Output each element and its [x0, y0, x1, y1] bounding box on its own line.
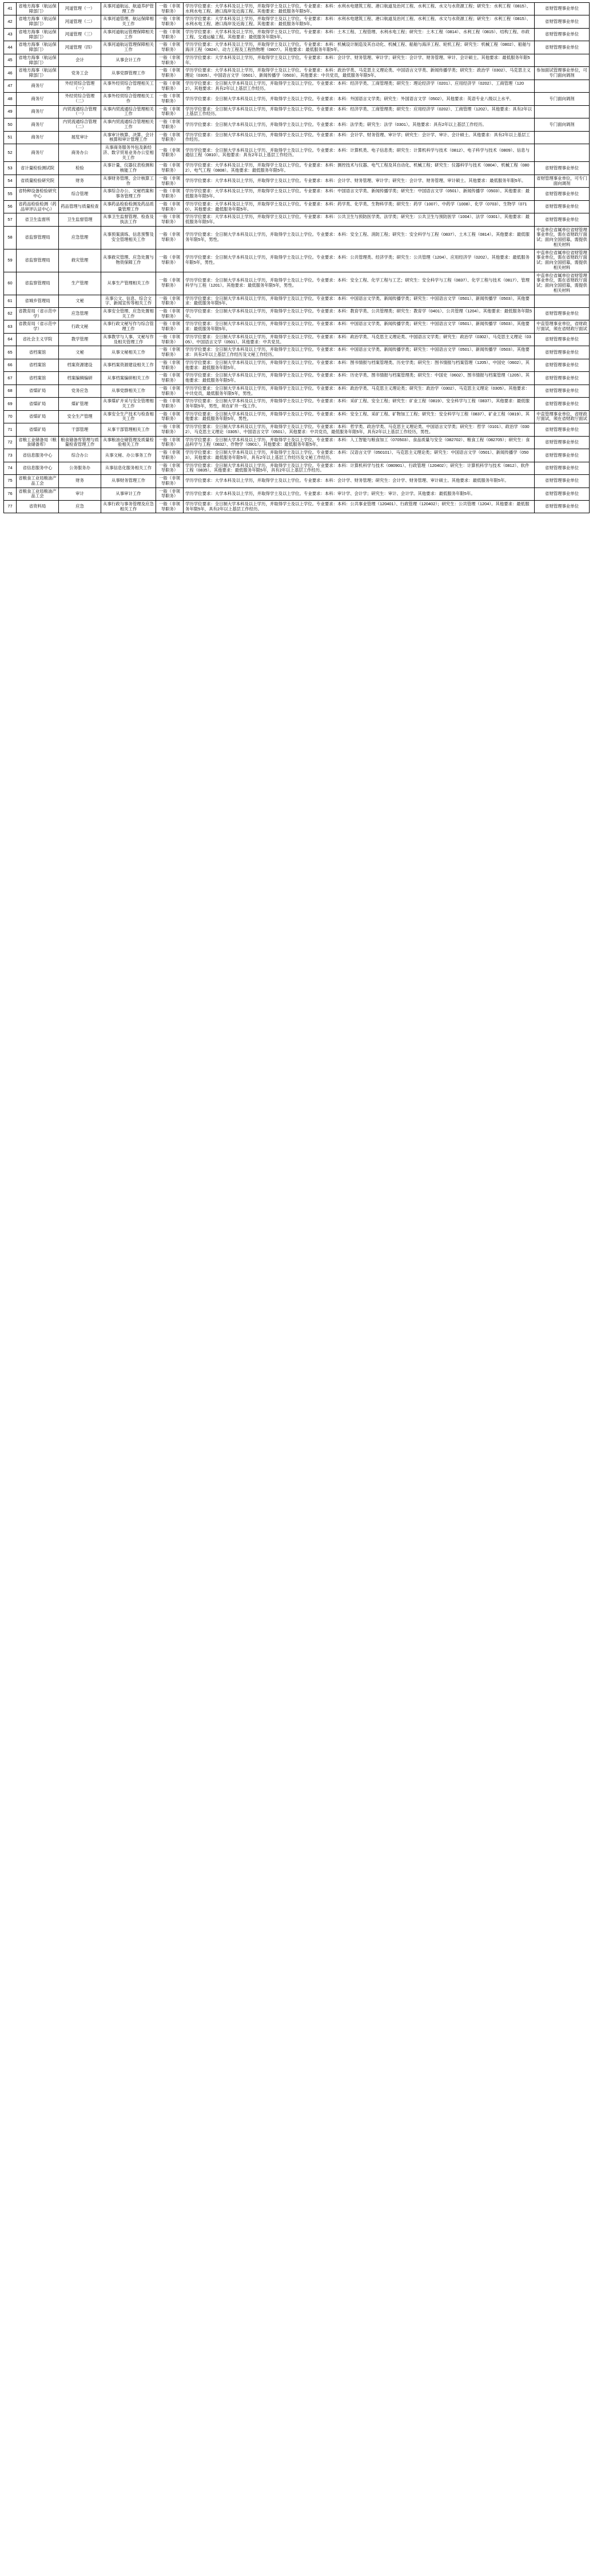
recruiting-org: 省档案馆	[17, 359, 59, 371]
row-number: 57	[4, 213, 17, 226]
position-type: 一般（非领导职务）	[156, 346, 184, 359]
qualification-requirements: 学历学位要求：大学本科及以上学历，并取得学士及以上学位。专业要求：本科：会计学、财务管理；研究生：会计学、财务管理、审计硕士。其他要求：最低服务年限5年。	[184, 475, 535, 488]
position-type: 一般（非领导职务）	[156, 118, 184, 131]
table-row	[4, 54, 590, 66]
recruiting-org: 省地方海事（航运保障部门）	[17, 3, 59, 15]
remarks: 省财管理事业单位	[535, 462, 590, 474]
position-name: 公务服务办	[59, 462, 101, 474]
position-type: 一般（非领导职务）	[156, 226, 184, 249]
recruiting-org: 省城乡管理局	[17, 295, 59, 307]
qualification-requirements: 学历学位要求：大学本科及以上学历，并取得学士及以上学位。专业要求：本科：土木工程、工程管理、水利水电工程；研究生：土木工程（0814）、水利工程（0815）、结构工程、市政工程、交通运输工程。其他要求：最低服务年限5年。	[184, 28, 535, 41]
table-row	[4, 226, 590, 249]
remarks	[535, 144, 590, 162]
position-type: 一般（非领导职务）	[156, 105, 184, 118]
row-number: 52	[4, 144, 17, 162]
recruiting-org: 商务厅	[17, 131, 59, 144]
table-row	[4, 320, 590, 333]
position-duty: 从事审计核算、决算、会计核算和审计管理工作	[101, 131, 156, 144]
table-row	[4, 175, 590, 187]
position-duty: 从事外经贸综合管理相关工作	[101, 80, 156, 92]
table-row	[4, 501, 590, 513]
position-duty: 从事财务管理工作	[101, 475, 156, 488]
position-duty: 从事河道航运管理保障相关工作	[101, 28, 156, 41]
position-type: 一般（非领导职务）	[156, 410, 184, 423]
position-name: 河道管理（一）	[59, 3, 101, 15]
position-name: 外经贸综合管理（一）	[59, 80, 101, 92]
row-number: 53	[4, 162, 17, 175]
recruiting-org: 省教育局（省示范中学）	[17, 307, 59, 320]
table-row	[4, 93, 590, 105]
table-row	[4, 410, 590, 423]
qualification-requirements: 学历学位要求：全日制大学本科及以上学历，并取得学士及以上学位。专业要求：本科：教育学类、公共管理类；研究生：教育学（0401）、公共管理（1204）。其他要求：最低服务年限5年。	[184, 307, 535, 320]
row-number: 61	[4, 295, 17, 307]
row-number: 45	[4, 54, 17, 66]
qualification-requirements: 学历学位要求：全日制大学本科及以上学历，并取得学士及以上学位。专业要求：本科：计算机类、电子信息类；研究生：计算机科学与技术（0812）、电子科学与技术（0809）、信息与通信工程（0810）。其他要求：具有2年以上基层工作经历。	[184, 144, 535, 162]
remarks	[535, 105, 590, 118]
qualification-requirements: 学历学位要求：全日制大学本科及以上学历，并取得学士及以上学位。专业要求：本科：中国语言文学类、新闻传播学类；研究生：中国语言文学（0501）、新闻传播学（0503）。其他要求：最低服务年限5年。	[184, 320, 535, 333]
remarks: 省财管理事业单位	[535, 188, 590, 200]
recruiting-org: 省药品检验检测（药品审评认证中心）	[17, 200, 59, 213]
position-duty: 从事档案编研相关工作	[101, 372, 156, 385]
qualification-requirements: 学历学位要求：大学本科及以上学历，并取得学士及以上学位。专业要求：本科：机械设计制造及其自动化、机械工程、船舶与海洋工程、轮机工程；研究生：机械工程（0802）、船舶与海洋工程（0824）、动力工程及工程热物理（0807）。其他要求：最低服务年限5年。	[184, 41, 535, 54]
qualification-requirements: 学历学位要求：全日制大学本科及以上学历，并取得学士及以上学位。专业要求：本科：采矿工程、安全工程；研究生：矿业工程（0819）、安全科学与工程（0837）。其他要求：最低服务年限5年，男性，须在矿井一线工作。	[184, 398, 535, 410]
position-name: 救灾管理	[59, 249, 101, 272]
remarks: 省财管理事业单位	[535, 41, 590, 54]
position-type: 一般（非领导职务）	[156, 385, 184, 397]
recruiting-org: 省档案馆	[17, 346, 59, 359]
table-row	[4, 3, 590, 15]
position-type: 一般（非领导职务）	[156, 131, 184, 144]
position-duty: 从事审计工作	[101, 488, 156, 500]
row-number: 77	[4, 501, 17, 513]
qualification-requirements: 学历学位要求：全日制大学本科及以上学历，并取得学士及以上学位。专业要求：本科：会计学、财务管理、审计学；研究生：会计学、审计、会计硕士。其他要求：具有2年以上基层工作经历。	[184, 131, 535, 144]
position-type: 一般（非领导职务）	[156, 501, 184, 513]
table-row	[4, 213, 590, 226]
position-name: 安全生产管理	[59, 410, 101, 423]
qualification-requirements: 学历学位要求：全日制大学本科及以上学历，并取得学士及以上学位。专业要求：本科：历史学类、图书情报与档案管理类；研究生：中国史（0602）、图书情报与档案管理（1205）。其他要求：最低服务年限5年。	[184, 372, 535, 385]
table-row	[4, 346, 590, 359]
position-name: 文秘	[59, 295, 101, 307]
position-type: 一般（非领导职务）	[156, 67, 184, 80]
remarks: 省财管理事业单位	[535, 398, 590, 410]
qualification-requirements: 学历学位要求：全日制大学本科及以上学历，并取得学士及以上学位。专业要求：本科：中国语言文学类、新闻传播学类；研究生：中国语言文学（0501）、新闻传播学（0503）。其他要求：最低服务年限5年。	[184, 295, 535, 307]
remarks: 省财管理事业单位	[535, 15, 590, 28]
qualification-requirements: 学历学位要求：全日制大学本科及以上学历，并取得学士及以上学位。专业要求：本科：哲学类、政治学类、马克思主义理论类、中国语言文学类；研究生：哲学（0101）、政治学（0302）、马克思主义理论（0305）、中国语言文学（0501）。其他要求：中共党员，最低服务年限5年，具有2年以上基层工作经历，男性。	[184, 423, 535, 436]
position-name: 生产管理	[59, 272, 101, 295]
position-duty: 从事文秘、办公事务工作	[101, 449, 156, 462]
qualification-requirements: 学历学位要求：全日制大学本科及以上学历，并取得学士及以上学位。专业要求：本科：经济学类、工商管理类；研究生：理论经济学（0201）、应用经济学（0202）、工商管理（1202）。其他要求：具有2年以上基层工作经历。	[184, 80, 535, 92]
table-row	[4, 144, 590, 162]
row-number: 69	[4, 398, 17, 410]
position-name: 档案资源建设	[59, 359, 101, 371]
recruiting-org: 省资料局	[17, 501, 59, 513]
table-row	[4, 436, 590, 449]
recruiting-org: 省教育局（省示范中学）	[17, 320, 59, 333]
position-duty: 从事会计工作	[101, 54, 156, 66]
position-name: 外经贸综合管理（二）	[59, 93, 101, 105]
qualification-requirements: 学历学位要求：大学本科及以上学历，并取得学士及以上学位。专业要求：本科：水利水电建筑工程、港口航道及治河工程、水利工程、水文与水资源工程；研究生：水利工程（0815）、水利水电工程、港口海岸及近海工程。其他要求：最低服务年限5年。	[184, 3, 535, 15]
position-duty: 从事文秘相关工作	[101, 346, 156, 359]
position-type: 一般（非领导职务）	[156, 423, 184, 436]
position-duty: 从事信息化服务相关工作	[101, 462, 156, 474]
position-type: 一般（非领导职务）	[156, 398, 184, 410]
recruiting-org: 省卫生监督所	[17, 213, 59, 226]
position-type: 一般（非领导职务）	[156, 28, 184, 41]
position-name: 卫生监督管理	[59, 213, 101, 226]
position-name: 综合办公	[59, 449, 101, 462]
position-duty: 从事卫生监督管理、检查及执法工作	[101, 213, 156, 226]
position-duty: 从事教学与人事、文秘写作及相关管理工作	[101, 333, 156, 346]
position-name: 药品管理与质量检查	[59, 200, 101, 213]
qualification-requirements: 学历学位要求：全日制大学本科及以上学历，并取得学士及以上学位。专业要求：本科：公共事业管理（120401）、行政管理（120402）；研究生：公共管理（1204）。其他要求：最低服务年限5年，具有2年以上基层工作经历。	[184, 501, 535, 513]
recruiting-org: 省煤矿局	[17, 398, 59, 410]
position-type: 一般（非领导职务）	[156, 295, 184, 307]
qualification-requirements: 学历学位要求：大学本科及以上学历，并取得学士及以上学位。专业要求：本科：审计学、会计学；研究生：审计、会计学。其他要求：最低服务年限5年。	[184, 488, 535, 500]
remarks: 省财管理事业单位	[535, 333, 590, 346]
remarks: 省财管理事业单位	[535, 346, 590, 359]
position-type: 一般（非领导职务）	[156, 15, 184, 28]
table-row	[4, 307, 590, 320]
remarks: 省财管理事业单位	[535, 449, 590, 462]
position-type: 一般（非领导职务）	[156, 144, 184, 162]
recruiting-org: 省煤矿局	[17, 423, 59, 436]
qualification-requirements: 学历学位要求：全日制大学本科及以上学历，并取得学士及以上学位。专业要求：本科：安全工程、采矿工程、矿物加工工程；研究生：安全科学与工程（0837）、矿业工程（0819）。其他要求：最低服务年限5年，男性。	[184, 410, 535, 423]
recruiting-org: 省地方海事（航运保障部门）	[17, 15, 59, 28]
position-duty: 从事综合办公、文秘档案和事务管理工作	[101, 188, 156, 200]
qualification-requirements: 学历学位要求：大学本科及以上学历，并取得学士及以上学位。专业要求：本科：会计学、财务管理、审计学；研究生：会计学、财务管理、审计、会计硕士。其他要求：最低服务年限5年。	[184, 54, 535, 66]
remarks: 省财管理事业单位	[535, 423, 590, 436]
position-name: 粮食储备库管理与质量检查管理工作	[59, 436, 101, 449]
table-row	[4, 385, 590, 397]
position-type: 一般（非领导职务）	[156, 200, 184, 213]
row-number: 55	[4, 188, 17, 200]
position-duty: 从事救灾管理、应急处置与物资保障工作	[101, 249, 156, 272]
row-number: 70	[4, 410, 17, 423]
table-body	[4, 3, 590, 513]
table-row	[4, 131, 590, 144]
position-duty: 从事煤矿开采与安全管理相关工作	[101, 398, 156, 410]
row-number: 60	[4, 272, 17, 295]
qualification-requirements: 学历学位要求：大学本科及以上学历，并取得学士及以上学位。专业要求：本科：药学类、化学类、生物科学类；研究生：药学（1007）、中药学（1008）、化学（0703）、生物学（0710）。其他要求：最低服务年限5年。	[184, 200, 535, 213]
row-number: 46	[4, 67, 17, 80]
position-name: 应急管理	[59, 226, 101, 249]
qualification-requirements: 学历学位要求：全日制大学本科及以上学历，并取得学士及以上学位。专业要求：本科：图书情报与档案管理类、历史学类；研究生：图书情报与档案管理（1205）、中国史（0602）。其他要求：最低服务年限5年。	[184, 359, 535, 371]
row-number: 51	[4, 131, 17, 144]
recruiting-org: 省监察管理局	[17, 226, 59, 249]
table-row	[4, 295, 590, 307]
position-name: 审计	[59, 488, 101, 500]
table-row	[4, 462, 590, 474]
position-type: 一般（非领导职务）	[156, 307, 184, 320]
remarks: 省财管理事业单位	[535, 385, 590, 397]
position-duty: 从事预案演练、信息预警及安全管理相关工作	[101, 226, 156, 249]
remarks: 中直管理事业单位，省财政厅面试，须在省财政厅面试	[535, 320, 590, 333]
table-row	[4, 398, 590, 410]
position-type: 一般（非领导职务）	[156, 41, 184, 54]
remarks: 省财管理事业单位	[535, 200, 590, 213]
recruiting-org: 商务厅	[17, 105, 59, 118]
row-number: 62	[4, 307, 17, 320]
position-type: 一般（非领导职务）	[156, 372, 184, 385]
position-duty: 从事档案资源建设相关工作	[101, 359, 156, 371]
position-duty: 从事河道航运、航道养护管理工作	[101, 3, 156, 15]
recruiting-org: 商务厅	[17, 118, 59, 131]
remarks: 省财管理事业单位，可专门面向调剂	[535, 175, 590, 187]
row-number: 71	[4, 423, 17, 436]
position-type: 一般（非领导职务）	[156, 488, 184, 500]
qualification-requirements: 学历学位要求：全日制大学本科及以上学历，并取得学士及以上学位。专业要求：本科：人工智能与粮食加工（070503）、食品质量与安全（082702）、粮食工程（082705）；研究生：食品科学与工程（0832）、作物学（0901）。其他要求：最低服务年限5年。	[184, 436, 535, 449]
row-number: 50	[4, 118, 17, 131]
remarks	[535, 54, 590, 66]
qualification-requirements: 学历学位要求：全日制大学本科及以上学历，并取得学士及以上学位。专业要求：本科：汉语言文学（050101）、马克思主义理论类；研究生：中国语言文学（0501）、新闻传播学（0503）。其他要求：最低服务年限5年，具有2年以上基层工作经历及文秘工作经历。	[184, 449, 535, 462]
position-name: 党务工会	[59, 67, 101, 80]
recruiting-org: 商务厅	[17, 80, 59, 92]
position-name: 财务	[59, 175, 101, 187]
recruiting-org: 省粮食工业局粮油产品工会	[17, 475, 59, 488]
position-duty: 从事党群相关工作	[101, 385, 156, 397]
row-number: 76	[4, 488, 17, 500]
position-duty: 从事干部管理相关工作	[101, 423, 156, 436]
qualification-requirements: 学历学位要求：全日制大学本科及以上学历，并取得学士及以上学位。专业要求：本科：经济学类、工商管理类；研究生：应用经济学（0202）、工商管理（1202）。其他要求：具有2年以上基层工作经历。	[184, 105, 535, 118]
recruiting-org: 省地方海事（航运保障部门）	[17, 28, 59, 41]
qualification-requirements: 学历学位要求：全日制大学本科及以上学历，并取得学士及以上学位。专业要求：本科：政治学类、马克思主义理论类、中国语言文学类；研究生：政治学（0302）、马克思主义理论（0305）、中国语言文学（0501）。其他要求：中共党员。	[184, 333, 535, 346]
position-name: 河道管理（四）	[59, 41, 101, 54]
remarks: 省财管理事业单位	[535, 488, 590, 500]
position-name: 检验	[59, 162, 101, 175]
row-number: 63	[4, 320, 17, 333]
position-name: 党务应急	[59, 385, 101, 397]
row-number: 42	[4, 15, 17, 28]
position-type: 一般（非领导职务）	[156, 475, 184, 488]
recruiting-org: 省特种设备检验研究中心	[17, 188, 59, 200]
row-number: 75	[4, 475, 17, 488]
qualification-requirements: 学历学位要求：大学本科及以上学历，并取得学士及以上学位。专业要求：本科：测控技术与仪器、电气工程及其自动化、机械工程；研究生：仪器科学与技术（0804）、机械工程（0802）、电气工程（0808）。其他要求：最低服务年限5年。	[184, 162, 535, 175]
qualification-requirements: 学历学位要求：全日制大学本科及以上学历，并取得学士及以上学位。专业要求：本科：安全工程、化学工程与工艺；研究生：安全科学与工程（0837）、化学工程与技术（0817）、管理科学与工程（1201）。其他要求：最低服务年限5年，男性。	[184, 272, 535, 295]
table-row	[4, 200, 590, 213]
qualification-requirements: 学历学位要求：全日制大学本科及以上学历，并取得学士及以上学位。专业要求：本科：公共管理类、经济学类；研究生：公共管理（1204）、应用经济学（0202）。其他要求：最低服务年限5年，男性。	[184, 249, 535, 272]
remarks: 省财管理事业单位	[535, 501, 590, 513]
remarks: 省财管理事业单位	[535, 359, 590, 371]
recruitment-table	[3, 2, 590, 513]
position-type: 一般（非领导职务）	[156, 449, 184, 462]
position-duty: 从事行政文秘写作与综合管理工作	[101, 320, 156, 333]
row-number: 44	[4, 41, 17, 54]
remarks: 专门面向调剂	[535, 93, 590, 105]
table-row	[4, 15, 590, 28]
qualification-requirements: 学历学位要求：全日制大学本科及以上学历，并取得学士及以上学位。专业要求：本科：计算机科学与技术（080901）、行政管理（120402）；研究生：计算机科学与技术（0812）、软件工程（0835）。其他要求：最低服务年限5年，具有2年以上基层工作经历。	[184, 462, 535, 474]
remarks: 中直单位省属单位省财管理事业单位，需在省财政厅面试；面向全国招募，需提供相关材料	[535, 272, 590, 295]
row-number: 74	[4, 462, 17, 474]
position-name: 文秘	[59, 346, 101, 359]
position-duty: 从事外经贸综合管理相关工作	[101, 93, 156, 105]
row-number: 48	[4, 93, 17, 105]
recruiting-org: 省信息服务中心	[17, 462, 59, 474]
remarks: 省财管理事业单位	[535, 213, 590, 226]
remarks: 参加面试管理事业单位，可专门面向调剂	[535, 67, 590, 80]
table-row	[4, 28, 590, 41]
position-name: 河道管理（二）	[59, 15, 101, 28]
remarks: 专门面向调剂	[535, 118, 590, 131]
recruiting-org: 省粮工业储备局（粮食储备库）	[17, 436, 59, 449]
recruiting-org: 省地方海事（航运保障部门）	[17, 67, 59, 80]
position-type: 一般（非领导职务）	[156, 249, 184, 272]
recruiting-org: 省煤矿局	[17, 385, 59, 397]
position-type: 一般（非领导职务）	[156, 320, 184, 333]
table-row	[4, 188, 590, 200]
position-name: 干部管理	[59, 423, 101, 436]
qualification-requirements: 学历学位要求：大学本科及以上学历，并取得学士及以上学位。专业要求：本科：公共卫生与预防医学类、法学类；研究生：公共卫生与预防医学（1004）、法学（0301）。其他要求：最低服务年限5年。	[184, 213, 535, 226]
table-row	[4, 359, 590, 371]
position-type: 一般（非领导职务）	[156, 436, 184, 449]
row-number: 54	[4, 175, 17, 187]
qualification-requirements: 学历学位要求：大学本科及以上学历，并取得学士及以上学位。专业要求：本科：水利水电建筑工程、港口航道及治河工程、水利工程、水文与水资源工程；研究生：水利工程（0815）、水利水电工程、港口海岸及近海工程。其他要求：最低服务年限5年。	[184, 15, 535, 28]
remarks: 省财管理事业单位	[535, 307, 590, 320]
recruiting-org: 省计量检验测试院	[17, 162, 59, 175]
qualification-requirements: 学历学位要求：全日制大学本科及以上学历，并取得学士及以上学位。专业要求：本科：政治学类、马克思主义理论类；研究生：政治学（0302）、马克思主义理论（0305）。其他要求：中共党员，最低服务年限5年，男性。	[184, 385, 535, 397]
position-duty: 从事公文、信息、综合文字、新闻宣传等相关工作	[101, 295, 156, 307]
qualification-requirements: 学历学位要求：全日制大学本科及以上学历，并取得学士及以上学位。专业要求：本科：中国语言文学类、新闻传播学类；研究生：中国语言文学（0501）、新闻传播学（0503）。其他要求：具有2年以上基层工作经历及文秘工作经历。	[184, 346, 535, 359]
table-row	[4, 118, 590, 131]
recruiting-org: 省地方海事（航运保障部门）	[17, 41, 59, 54]
row-number: 56	[4, 200, 17, 213]
table-row	[4, 80, 590, 92]
position-name: 行政文秘	[59, 320, 101, 333]
position-name: 河道管理（三）	[59, 28, 101, 41]
position-type: 一般（非领导职务）	[156, 272, 184, 295]
position-type: 一般（非领导职务）	[156, 93, 184, 105]
remarks: 省财管理事业单位	[535, 372, 590, 385]
table-row	[4, 105, 590, 118]
row-number: 65	[4, 346, 17, 359]
position-name: 应急管理	[59, 307, 101, 320]
table-row	[4, 162, 590, 175]
position-name: 财务	[59, 475, 101, 488]
row-number: 41	[4, 3, 17, 15]
recruiting-org: 省煤矿局	[17, 410, 59, 423]
recruiting-org: 省粮食工业局粮油产品工会	[17, 488, 59, 500]
position-duty: 从事党群管理工作	[101, 67, 156, 80]
remarks	[535, 131, 590, 144]
recruiting-org: 省质量检验研究院	[17, 175, 59, 187]
qualification-requirements: 学历学位要求：全日制大学本科及以上学历，并取得学士及以上学位。专业要求：本科：外国语言文学类；研究生：外国语言文学（0502）。其他要求：英语专业八级以上水平。	[184, 93, 535, 105]
recruiting-org: 省社会主义学院	[17, 333, 59, 346]
position-name: 商务办公	[59, 144, 101, 162]
position-type: 一般（非领导职务）	[156, 462, 184, 474]
position-type: 一般（非领导职务）	[156, 162, 184, 175]
recruiting-org: 商务厅	[17, 144, 59, 162]
remarks: 中直单位省属单位省财管理事业单位，需在省财政厅面试；面向全国招募，需提供相关材料	[535, 226, 590, 249]
position-type: 一般（非领导职务）	[156, 54, 184, 66]
recruiting-org: 省档案馆	[17, 372, 59, 385]
position-duty: 从事行政与事务管理及应急相关工作	[101, 501, 156, 513]
position-type: 一般（非领导职务）	[156, 175, 184, 187]
table-row	[4, 272, 590, 295]
remarks: 省财管理事业单位	[535, 475, 590, 488]
row-number: 64	[4, 333, 17, 346]
remarks	[535, 295, 590, 307]
qualification-requirements: 学历学位要求：全日制大学本科及以上学历，并取得学士及以上学位。专业要求：本科：法学类；研究生：法学（0301）。其他要求：具有2年以上基层工作经历。	[184, 118, 535, 131]
position-duty: 从事生产管理相关工作	[101, 272, 156, 295]
row-number: 43	[4, 28, 17, 41]
row-number: 67	[4, 372, 17, 385]
position-name: 煤矿管理	[59, 398, 101, 410]
position-name: 应急	[59, 501, 101, 513]
position-name: 会计	[59, 54, 101, 66]
position-name: 教学管理	[59, 333, 101, 346]
table-row	[4, 41, 590, 54]
position-duty: 从事内贸流通综合管理相关工作	[101, 105, 156, 118]
remarks: 中直管理事业单位，省财政厅面试，须在省财政厅面试	[535, 410, 590, 423]
remarks: 省财管理事业单位	[535, 436, 590, 449]
table-row	[4, 423, 590, 436]
position-duty: 从事安全生产技术与检查相关工作	[101, 410, 156, 423]
recruiting-org: 省地方海事（航运保障部门）	[17, 54, 59, 66]
position-name: 综合管理	[59, 188, 101, 200]
remarks: 省财管理事业单位	[535, 3, 590, 15]
qualification-requirements: 学历学位要求：大学本科及以上学历，并取得学士及以上学位。专业要求：本科：政治学类、马克思主义理论类、中国语言文学类、新闻传播学类；研究生：政治学（0302）、马克思主义理论（0305）、中国语言文学（0501）、新闻传播学（0503）。其他要求：中共党员，最低服务年限5年。	[184, 67, 535, 80]
remarks: 省财管理事业单位	[535, 162, 590, 175]
recruiting-org: 省监察管理局	[17, 272, 59, 295]
position-duty: 从事药品检验检测及药品质量管理工作	[101, 200, 156, 213]
position-type: 一般（非领导职务）	[156, 213, 184, 226]
row-number: 72	[4, 436, 17, 449]
table-row	[4, 249, 590, 272]
position-duty: 从事财务管理、会计核算工作	[101, 175, 156, 187]
position-duty: 从事内贸流通综合管理相关工作	[101, 118, 156, 131]
row-number: 66	[4, 359, 17, 371]
table-row	[4, 372, 590, 385]
recruiting-org: 商务厅	[17, 93, 59, 105]
position-duty: 从事河道管理、航运保障相关工作	[101, 15, 156, 28]
position-duty: 从事安全管理、应急处置相关工作	[101, 307, 156, 320]
position-duty: 从事商务服务外包及新经济、数字贸易业务办公室相关工作	[101, 144, 156, 162]
table-row	[4, 475, 590, 488]
row-number: 49	[4, 105, 17, 118]
position-duty: 从事河道航运管理保障相关工作	[101, 41, 156, 54]
qualification-requirements: 学历学位要求：全日制大学本科及以上学历，并取得学士及以上学位。专业要求：本科：安全工程、消防工程；研究生：安全科学与工程（0837）、土木工程（0814）。其他要求：最低服务年限5年，男性。	[184, 226, 535, 249]
row-number: 73	[4, 449, 17, 462]
position-duty: 从事粮油仓储管理及质量检验相关工作	[101, 436, 156, 449]
recruitment-table-page	[0, 0, 593, 519]
row-number: 68	[4, 385, 17, 397]
position-type: 一般（非领导职务）	[156, 359, 184, 371]
row-number: 47	[4, 80, 17, 92]
row-number: 59	[4, 249, 17, 272]
position-type: 一般（非领导职务）	[156, 188, 184, 200]
recruiting-org: 省信息服务中心	[17, 449, 59, 462]
remarks	[535, 80, 590, 92]
position-type: 一般（非领导职务）	[156, 3, 184, 15]
position-type: 一般（非领导职务）	[156, 80, 184, 92]
row-number: 58	[4, 226, 17, 249]
position-name: 档案编辑编研	[59, 372, 101, 385]
qualification-requirements: 学历学位要求：大学本科及以上学历，并取得学士及以上学位。专业要求：本科：会计学、财务管理、审计学；研究生：会计学、财务管理、审计硕士。其他要求：最低服务年限5年。	[184, 175, 535, 187]
recruiting-org: 省监察管理局	[17, 249, 59, 272]
table-row	[4, 449, 590, 462]
qualification-requirements: 学历学位要求：大学本科及以上学历，并取得学士及以上学位。专业要求：本科：中国语言文学类、新闻传播学类；研究生：中国语言文学（0501）、新闻传播学（0503）。其他要求：最低服务年限5年。	[184, 188, 535, 200]
remarks: 省财管理事业单位	[535, 28, 590, 41]
position-duty: 从事计量、仪器仪表检测和核能工作	[101, 162, 156, 175]
position-name: 内贸流通综合管理（一）	[59, 105, 101, 118]
position-name: 内贸流通综合管理（二）	[59, 118, 101, 131]
position-name: 展览审计	[59, 131, 101, 144]
table-row	[4, 488, 590, 500]
position-type: 一般（非领导职务）	[156, 333, 184, 346]
remarks: 中直单位省属单位省财管理事业单位，需在省财政厅面试；面向全国招募，需提供相关材料	[535, 249, 590, 272]
table-row	[4, 333, 590, 346]
table-row	[4, 67, 590, 80]
